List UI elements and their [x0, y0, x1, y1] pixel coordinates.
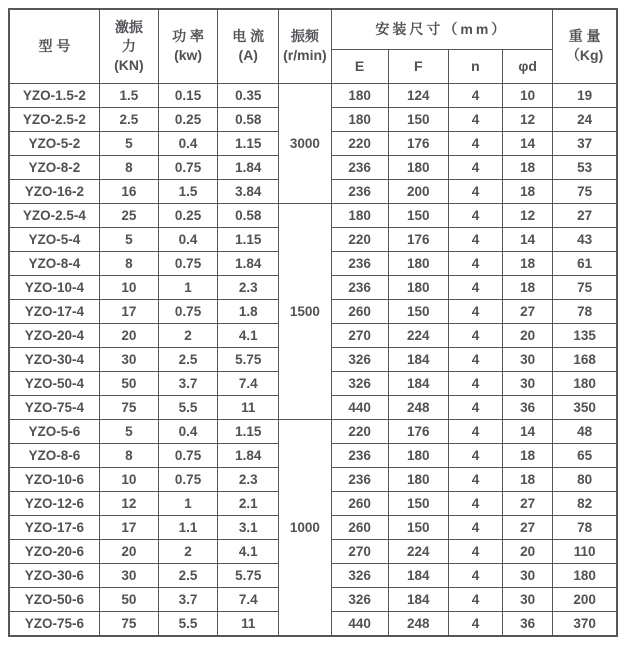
cell-n: 4	[448, 587, 502, 611]
cell-model: YZO-5-2	[9, 131, 99, 155]
cell-current: 1.84	[218, 155, 279, 179]
cell-f: 176	[388, 419, 448, 443]
cell-weight: 75	[553, 179, 617, 203]
cell-current: 1.15	[218, 131, 279, 155]
cell-f: 184	[388, 371, 448, 395]
cell-phid: 18	[503, 251, 553, 275]
cell-current: 1.84	[218, 443, 279, 467]
table-row	[9, 419, 617, 443]
cell-frequency: 1000	[279, 419, 331, 636]
header-model-label: 型 号	[38, 37, 71, 54]
cell-force: 5	[99, 131, 158, 155]
cell-power: 0.4	[158, 419, 217, 443]
header-frequency-line2: (r/min)	[283, 47, 327, 64]
cell-weight: 370	[553, 611, 617, 636]
cell-weight: 180	[553, 563, 617, 587]
cell-n: 4	[448, 275, 502, 299]
cell-current: 4.1	[218, 539, 279, 563]
cell-f: 180	[388, 443, 448, 467]
cell-power: 0.75	[158, 467, 217, 491]
cell-f: 184	[388, 587, 448, 611]
cell-f: 224	[388, 323, 448, 347]
cell-current: 11	[218, 611, 279, 636]
cell-force: 30	[99, 347, 158, 371]
cell-f: 184	[388, 563, 448, 587]
cell-force: 17	[99, 299, 158, 323]
cell-force: 30	[99, 563, 158, 587]
cell-f: 224	[388, 539, 448, 563]
cell-model: YZO-20-6	[9, 539, 99, 563]
cell-n: 4	[448, 131, 502, 155]
header-force-line2: 力	[121, 37, 136, 54]
cell-e: 220	[331, 227, 388, 251]
cell-phid: 14	[503, 419, 553, 443]
cell-phid: 20	[503, 539, 553, 563]
header-dim-n: n	[448, 49, 502, 83]
cell-weight: 168	[553, 347, 617, 371]
cell-n: 4	[448, 323, 502, 347]
cell-power: 2.5	[158, 563, 217, 587]
cell-e: 236	[331, 155, 388, 179]
cell-n: 4	[448, 203, 502, 227]
cell-force: 5	[99, 419, 158, 443]
cell-phid: 18	[503, 155, 553, 179]
cell-current: 0.58	[218, 203, 279, 227]
cell-f: 150	[388, 299, 448, 323]
cell-force: 10	[99, 467, 158, 491]
header-weight-line1: 重 量	[568, 28, 601, 45]
table-row	[9, 83, 617, 107]
cell-current: 0.58	[218, 107, 279, 131]
cell-e: 220	[331, 131, 388, 155]
cell-phid: 27	[503, 515, 553, 539]
cell-power: 3.7	[158, 587, 217, 611]
cell-f: 248	[388, 611, 448, 636]
cell-force: 20	[99, 539, 158, 563]
cell-model: YZO-12-6	[9, 491, 99, 515]
cell-phid: 12	[503, 203, 553, 227]
cell-e: 260	[331, 299, 388, 323]
cell-n: 4	[448, 611, 502, 636]
header-row-1	[9, 9, 617, 49]
cell-current: 1.15	[218, 419, 279, 443]
cell-e: 236	[331, 179, 388, 203]
table-body	[9, 83, 617, 636]
cell-force: 5	[99, 227, 158, 251]
table-row	[9, 203, 617, 227]
cell-e: 236	[331, 467, 388, 491]
cell-n: 4	[448, 491, 502, 515]
cell-model: YZO-75-6	[9, 611, 99, 636]
cell-current: 2.1	[218, 491, 279, 515]
cell-force: 12	[99, 491, 158, 515]
cell-f: 176	[388, 131, 448, 155]
cell-weight: 24	[553, 107, 617, 131]
cell-e: 440	[331, 611, 388, 636]
cell-power: 0.25	[158, 203, 217, 227]
cell-n: 4	[448, 83, 502, 107]
cell-weight: 75	[553, 275, 617, 299]
cell-force: 25	[99, 203, 158, 227]
cell-power: 0.25	[158, 107, 217, 131]
cell-phid: 27	[503, 299, 553, 323]
cell-n: 4	[448, 347, 502, 371]
cell-force: 50	[99, 371, 158, 395]
cell-phid: 10	[503, 83, 553, 107]
cell-n: 4	[448, 155, 502, 179]
cell-power: 0.75	[158, 443, 217, 467]
header-force	[99, 9, 158, 83]
cell-weight: 78	[553, 515, 617, 539]
cell-model: YZO-10-6	[9, 467, 99, 491]
cell-power: 1	[158, 491, 217, 515]
cell-e: 270	[331, 539, 388, 563]
cell-force: 2.5	[99, 107, 158, 131]
cell-n: 4	[448, 443, 502, 467]
header-power	[158, 9, 217, 83]
header-force-line3: (KN)	[114, 56, 144, 73]
cell-f: 180	[388, 467, 448, 491]
cell-current: 3.1	[218, 515, 279, 539]
cell-e: 260	[331, 515, 388, 539]
cell-e: 260	[331, 491, 388, 515]
cell-current: 2.3	[218, 275, 279, 299]
cell-current: 5.75	[218, 563, 279, 587]
cell-weight: 65	[553, 443, 617, 467]
cell-n: 4	[448, 563, 502, 587]
cell-model: YZO-30-4	[9, 347, 99, 371]
cell-weight: 350	[553, 395, 617, 419]
cell-model: YZO-17-4	[9, 299, 99, 323]
cell-e: 326	[331, 563, 388, 587]
cell-model: YZO-17-6	[9, 515, 99, 539]
header-install-dimensions: 安装尺寸（mm）	[331, 9, 553, 49]
cell-phid: 30	[503, 563, 553, 587]
cell-power: 0.4	[158, 227, 217, 251]
cell-model: YZO-75-4	[9, 395, 99, 419]
cell-f: 200	[388, 179, 448, 203]
cell-current: 0.35	[218, 83, 279, 107]
header-model	[9, 9, 99, 83]
cell-f: 150	[388, 107, 448, 131]
cell-power: 1.1	[158, 515, 217, 539]
cell-current: 3.84	[218, 179, 279, 203]
cell-weight: 61	[553, 251, 617, 275]
cell-f: 180	[388, 251, 448, 275]
cell-f: 180	[388, 155, 448, 179]
cell-f: 184	[388, 347, 448, 371]
cell-f: 150	[388, 491, 448, 515]
cell-f: 176	[388, 227, 448, 251]
cell-f: 248	[388, 395, 448, 419]
cell-phid: 20	[503, 323, 553, 347]
cell-phid: 36	[503, 395, 553, 419]
cell-e: 180	[331, 107, 388, 131]
cell-weight: 27	[553, 203, 617, 227]
header-dim-phid: φd	[503, 49, 553, 83]
cell-phid: 18	[503, 467, 553, 491]
cell-model: YZO-8-4	[9, 251, 99, 275]
cell-weight: 78	[553, 299, 617, 323]
cell-n: 4	[448, 395, 502, 419]
cell-force: 1.5	[99, 83, 158, 107]
cell-current: 4.1	[218, 323, 279, 347]
cell-model: YZO-20-4	[9, 323, 99, 347]
header-dim-f: F	[388, 49, 448, 83]
cell-n: 4	[448, 227, 502, 251]
header-power-line1: 功 率	[172, 28, 204, 45]
cell-phid: 27	[503, 491, 553, 515]
cell-model: YZO-2.5-2	[9, 107, 99, 131]
cell-e: 270	[331, 323, 388, 347]
cell-force: 75	[99, 395, 158, 419]
cell-current: 2.3	[218, 467, 279, 491]
cell-f: 180	[388, 275, 448, 299]
header-force-line1: 激振	[114, 18, 143, 35]
cell-n: 4	[448, 515, 502, 539]
header-weight	[553, 9, 617, 83]
cell-power: 0.75	[158, 155, 217, 179]
cell-model: YZO-8-6	[9, 443, 99, 467]
cell-weight: 19	[553, 83, 617, 107]
spec-table	[8, 8, 618, 637]
cell-f: 124	[388, 83, 448, 107]
cell-weight: 37	[553, 131, 617, 155]
cell-n: 4	[448, 179, 502, 203]
table-header	[9, 9, 617, 83]
cell-phid: 18	[503, 275, 553, 299]
cell-force: 10	[99, 275, 158, 299]
cell-power: 2.5	[158, 347, 217, 371]
cell-frequency: 1500	[279, 203, 331, 419]
cell-phid: 12	[503, 107, 553, 131]
cell-current: 1.84	[218, 251, 279, 275]
cell-e: 220	[331, 419, 388, 443]
cell-n: 4	[448, 539, 502, 563]
cell-e: 440	[331, 395, 388, 419]
cell-current: 1.15	[218, 227, 279, 251]
cell-current: 7.4	[218, 371, 279, 395]
cell-model: YZO-5-6	[9, 419, 99, 443]
cell-phid: 14	[503, 131, 553, 155]
cell-power: 1.5	[158, 179, 217, 203]
cell-weight: 48	[553, 419, 617, 443]
cell-power: 0.75	[158, 299, 217, 323]
header-dim-e: E	[331, 49, 388, 83]
cell-phid: 14	[503, 227, 553, 251]
cell-force: 16	[99, 179, 158, 203]
cell-f: 150	[388, 515, 448, 539]
cell-power: 0.4	[158, 131, 217, 155]
cell-model: YZO-5-4	[9, 227, 99, 251]
header-current-line2: (A)	[238, 47, 258, 64]
cell-force: 8	[99, 251, 158, 275]
cell-model: YZO-50-6	[9, 587, 99, 611]
header-power-line2: (kw)	[174, 47, 203, 64]
header-current	[218, 9, 279, 83]
cell-weight: 53	[553, 155, 617, 179]
cell-force: 20	[99, 323, 158, 347]
cell-power: 0.75	[158, 251, 217, 275]
cell-n: 4	[448, 251, 502, 275]
cell-power: 2	[158, 323, 217, 347]
cell-e: 236	[331, 251, 388, 275]
header-current-line1: 电 流	[232, 28, 265, 45]
cell-weight: 80	[553, 467, 617, 491]
cell-phid: 30	[503, 371, 553, 395]
cell-e: 236	[331, 275, 388, 299]
header-frequency	[279, 9, 331, 83]
cell-phid: 30	[503, 347, 553, 371]
cell-model: YZO-8-2	[9, 155, 99, 179]
cell-weight: 43	[553, 227, 617, 251]
cell-model: YZO-2.5-4	[9, 203, 99, 227]
cell-force: 50	[99, 587, 158, 611]
cell-power: 3.7	[158, 371, 217, 395]
cell-current: 5.75	[218, 347, 279, 371]
cell-current: 1.8	[218, 299, 279, 323]
cell-current: 11	[218, 395, 279, 419]
cell-phid: 36	[503, 611, 553, 636]
cell-power: 5.5	[158, 395, 217, 419]
cell-weight: 180	[553, 371, 617, 395]
cell-phid: 18	[503, 443, 553, 467]
cell-e: 180	[331, 83, 388, 107]
cell-n: 4	[448, 467, 502, 491]
cell-power: 1	[158, 275, 217, 299]
cell-model: YZO-1.5-2	[9, 83, 99, 107]
cell-weight: 135	[553, 323, 617, 347]
cell-n: 4	[448, 299, 502, 323]
cell-current: 7.4	[218, 587, 279, 611]
cell-weight: 110	[553, 539, 617, 563]
header-weight-line2: （Kg)	[565, 47, 604, 64]
cell-power: 2	[158, 539, 217, 563]
cell-weight: 200	[553, 587, 617, 611]
cell-model: YZO-50-4	[9, 371, 99, 395]
cell-force: 8	[99, 155, 158, 179]
cell-n: 4	[448, 107, 502, 131]
cell-e: 326	[331, 587, 388, 611]
cell-phid: 18	[503, 179, 553, 203]
cell-n: 4	[448, 371, 502, 395]
cell-model: YZO-30-6	[9, 563, 99, 587]
cell-frequency: 3000	[279, 83, 331, 203]
cell-power: 5.5	[158, 611, 217, 636]
cell-phid: 30	[503, 587, 553, 611]
cell-model: YZO-16-2	[9, 179, 99, 203]
cell-n: 4	[448, 419, 502, 443]
cell-e: 326	[331, 371, 388, 395]
cell-force: 75	[99, 611, 158, 636]
cell-e: 180	[331, 203, 388, 227]
header-frequency-line1: 振频	[290, 28, 319, 45]
cell-f: 150	[388, 203, 448, 227]
cell-e: 236	[331, 443, 388, 467]
cell-power: 0.15	[158, 83, 217, 107]
cell-model: YZO-10-4	[9, 275, 99, 299]
cell-weight: 82	[553, 491, 617, 515]
cell-e: 326	[331, 347, 388, 371]
cell-force: 8	[99, 443, 158, 467]
cell-force: 17	[99, 515, 158, 539]
